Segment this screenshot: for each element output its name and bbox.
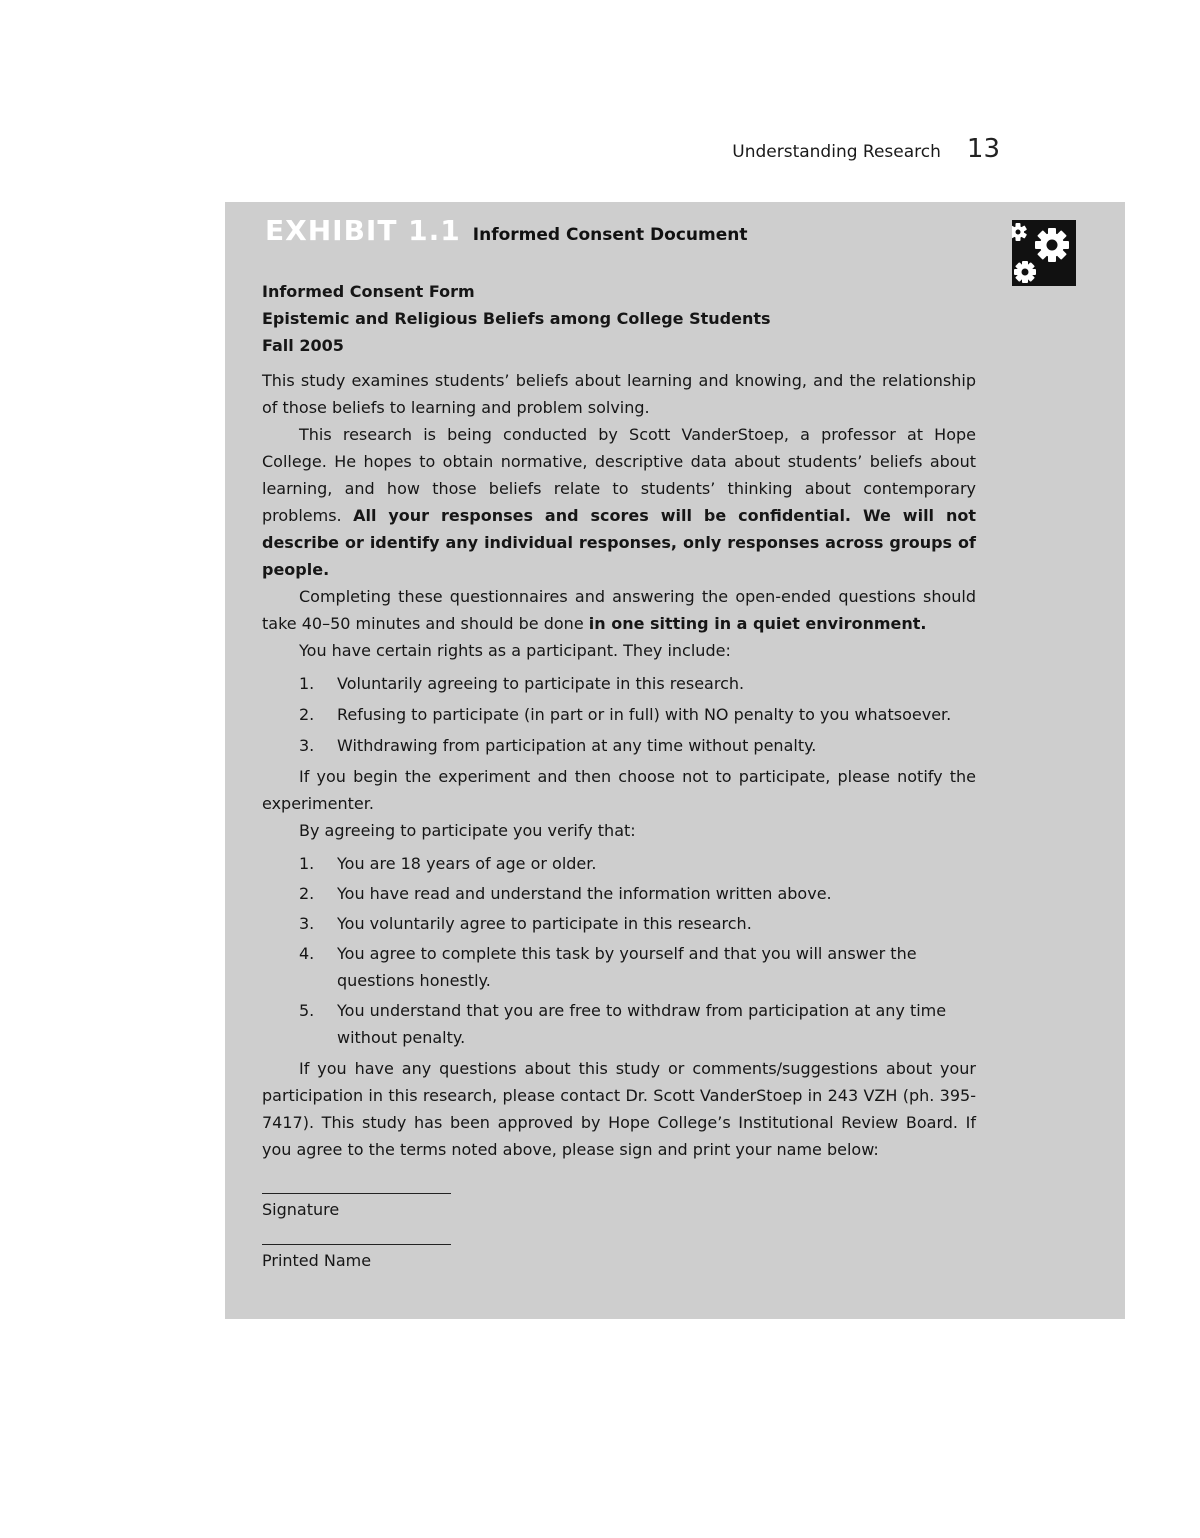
printed-name-line[interactable] <box>262 1244 451 1245</box>
gears-icon <box>1012 220 1076 286</box>
consent-form <box>262 278 976 1295</box>
running-head-title: Understanding Research <box>732 142 941 162</box>
list-item <box>262 880 976 907</box>
setting-text: in one sitting in a quiet environment. <box>588 614 927 633</box>
exhibit-box <box>225 202 1125 1319</box>
list-item-number: 1. <box>299 854 315 873</box>
list-item-text: You voluntarily agree to participate in this research. <box>337 914 752 933</box>
page-number: 13 <box>966 134 1000 164</box>
verification-list <box>262 850 976 1051</box>
exhibit-header <box>265 214 748 247</box>
list-item-text: Withdrawing from participation at any time without penalty. <box>337 736 817 755</box>
verify-intro: By agreeing to participate you verify that: <box>299 821 636 840</box>
signature-label: Signature <box>262 1200 340 1219</box>
intro-paragraph: This study examines students’ beliefs about learning and knowing, and the relationship of those beliefs to learning and problem solving. <box>262 371 976 417</box>
list-item <box>262 701 976 728</box>
list-item-text: Voluntarily agreeing to participate in this research. <box>337 674 745 693</box>
signature-line[interactable] <box>262 1193 451 1194</box>
duration-text: Completing these questionnaires and answering the open-ended questions should take 40–50 minutes and should be done <box>262 587 976 633</box>
list-item-text: You agree to complete this task by yourself and that you will answer the questions honestly. <box>337 944 917 990</box>
list-item-number: 1. <box>299 674 315 693</box>
running-head <box>0 134 1000 164</box>
rights-intro: You have certain rights as a participant. They include: <box>299 641 731 660</box>
list-item-number: 3. <box>299 914 315 933</box>
list-item <box>262 732 976 759</box>
study-title: Epistemic and Religious Beliefs among College Students <box>262 309 771 328</box>
list-item <box>262 940 976 994</box>
exhibit-label: EXHIBIT 1.1 <box>265 214 461 247</box>
list-item-text: You have read and understand the information written above. <box>337 884 832 903</box>
list-item-text: Refusing to participate (in part or in full) with NO penalty to you whatsoever. <box>337 705 952 724</box>
conducted-by-text: This research is being conducted by Scott VanderStoep, a professor at Hope College. He hopes to obtain normative, descriptive data about students’ beliefs about learning, and how those beliefs relate to students’ thinking about contemporary problems. <box>262 425 976 525</box>
rights-list <box>262 670 976 759</box>
list-item <box>262 850 976 877</box>
duration-paragraph <box>262 583 976 637</box>
list-item-number: 3. <box>299 736 315 755</box>
list-item <box>262 670 976 697</box>
list-item <box>262 910 976 937</box>
conducted-by-paragraph <box>262 421 976 583</box>
list-item-text: You understand that you are free to withdraw from participation at any time without penalty. <box>337 1001 947 1047</box>
list-item-number: 2. <box>299 884 315 903</box>
study-term: Fall 2005 <box>262 336 344 355</box>
list-item-number: 5. <box>299 1001 315 1020</box>
form-heading: Informed Consent Form <box>262 282 475 301</box>
withdraw-note: If you begin the experiment and then choose not to participate, please notify the experimenter. <box>262 767 976 813</box>
contact-paragraph: If you have any questions about this study or comments/suggestions about your participation in this research, please contact Dr. Scott VanderStoep in 243 VZH (ph. 395-7417). This study has been approved by Hope College’s Institutional Review Board. If you agree to the terms noted above, please sign and print your name below: <box>262 1059 976 1159</box>
signature-block <box>262 1193 976 1273</box>
form-heading-block <box>262 278 976 359</box>
confidentiality-text: All your responses and scores will be confidential. We will not describe or identify any individual responses, only responses across groups of people. <box>262 506 976 579</box>
list-item <box>262 997 976 1051</box>
list-item-text: You are 18 years of age or older. <box>337 854 597 873</box>
exhibit-title: Informed Consent Document <box>472 225 748 245</box>
list-item-number: 4. <box>299 944 315 963</box>
printed-name-label: Printed Name <box>262 1251 372 1270</box>
list-item-number: 2. <box>299 705 315 724</box>
